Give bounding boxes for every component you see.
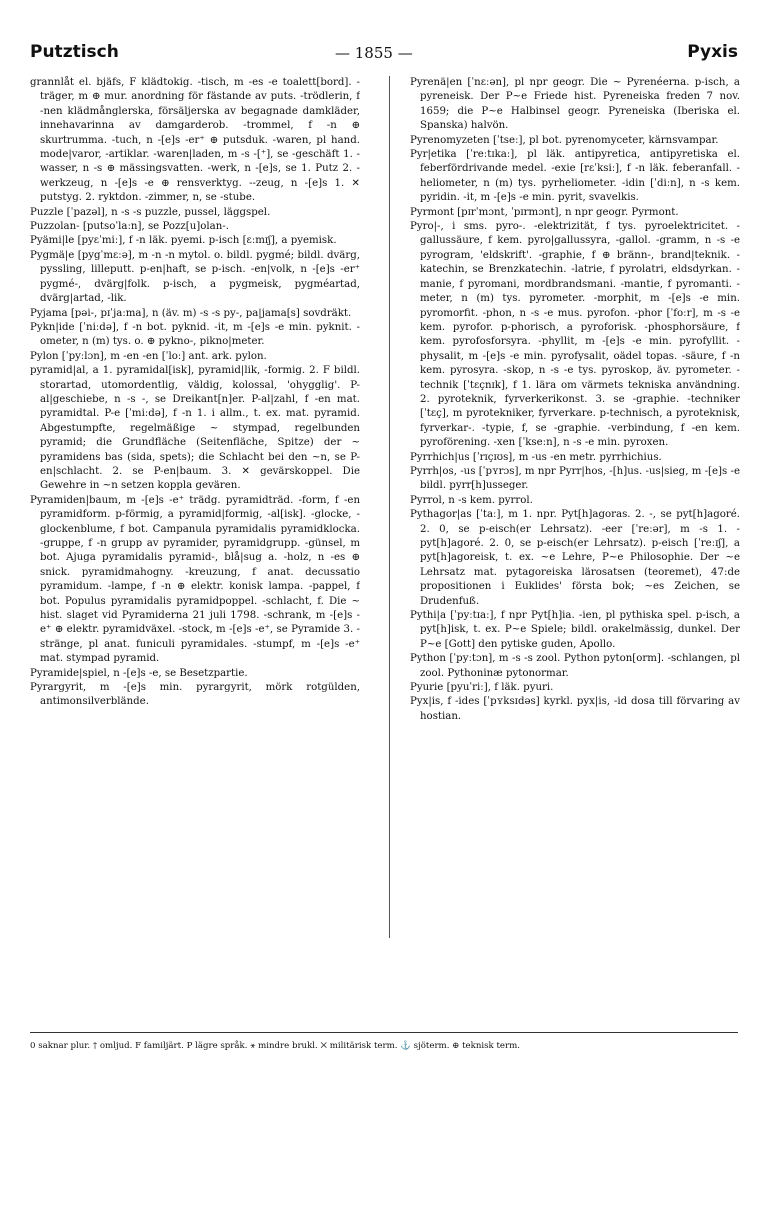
entry: Pyrrh|os, -us [ˈpʏrɔs], m npr Pyrr|hos, -[h]us. -us|sieg, m -[e]s -e bildl. pyrr[h]usseger. <box>410 465 740 492</box>
right-column <box>410 76 740 932</box>
header-last-word: Pyxis <box>687 42 738 62</box>
column-divider <box>389 76 390 938</box>
entry: Pyrargyrit, m -[e]s min. pyrargyrit, mörk rotgülden, antimonsilverblände. <box>30 682 360 708</box>
entry: Pyramide|spiel, n -[e]s -e, se Besetzpartie. <box>30 667 248 679</box>
entry: pyramid|al, a 1. pyramidal[isk], pyramid|lik, -formig. 2. F bildl. storartad, utomordentlig, väldig, kolossal, 'ohygglig'. P-al|geschiebe, n -s -, se Dreikant[n]er. P-al|zahl, f -en mat. pyramidtal. P-e [ˈmiːdə], f -n 1. i allm., t. ex. mat. pyramid. Abgestumpfte, regelmäßige ~ stympad, regelbunden pyramid; die Grundfläche (Seitenfläche, Spitze) der ~ pyramidens bas (sida, spets); die Schlacht bei den ~n, se P-en|schlacht. 2. se P-en|baum. 3. ✕ gevärskoppel. Die Gewehre in ~n setzen koppla gevären. <box>30 365 360 492</box>
left-column <box>30 76 360 932</box>
entry: Pyjama [pəi-, pɪˈjaːma], n (äv. m) -s -s py-, pa|jama[s] sovdräkt. <box>30 307 352 319</box>
abbreviation-legend: 0 saknar plur. † omljud. F familjärt. P lägre språk. ⚹ mindre brukl. ✕ militärisk term. ⚓ sjöterm. ⊕ teknisk term. <box>30 1041 521 1051</box>
entry: Puzzolan- [putsoˈlaːn], se Pozz[u]olan-. <box>30 221 229 233</box>
entry: Pylon [ˈpyːlɔn], m -en -en [ˈloː] ant. ark. pylon. <box>30 350 267 362</box>
footnote-divider <box>30 1032 738 1033</box>
entry: Pyrrhich|us [ˈrɪçɪʊs], m -us -en metr. pyrrhichius. <box>410 451 662 463</box>
page-header <box>30 28 738 68</box>
entry: Pythi|a [ˈpyːtɪaː], f npr Pyt[h]ia. -ien, pl pythiska spel. p-isch, a pyt[h]isk, t. ex. P~e Spiele; bildl. orakelmässig, dunkel. Der P~e [Gott] den pytiske guden, Apollo. <box>410 610 740 650</box>
entry: grannlåt el. bjäfs, F klädtokig. -tisch, m -es -e toalett[bord]. -träger, m ⊕ mur. anordning för fästande av puts. -trödlerin, f -nen klädmånglerska, försäljerska av begagnade damkläder, innehavarinna av damgarderob. -trommel, f -n ⊕ skurtrumma. -tuch, n -[e]s -er⁺ ⊕ putsduk. -waren, pl hand. mode|varor, -artiklar. -waren|laden, m -s -[⁺], se -geschäft 1. -wasser, n -s ⊕ mässingsvatten. -werk, n -[e]s, se 1. Putz 2. -werkzeug, n -[e]s -e ⊕ rensverktyg. --zeug, n -[e]s 1. ✕ putstyg. 2. ryktdon. -zimmer, n, se -stube. <box>30 77 360 204</box>
entry: Pykn|ide [ˈniːdə], f -n bot. pyknid. -it, m -[e]s -e min. pyknit. -ometer, n (m) tys. o. ⊕ pykno-, pikno|meter. <box>30 321 360 348</box>
entry: Pyrmont [pɪrˈmɔnt, ˈpɪrmɔnt], n npr geogr. Pyrmont. <box>410 206 679 218</box>
entry: Pygmä|e [pygˈmɛːə], m -n -n mytol. o. bildl. pygmé; bildl. dvärg, pyssling, lilleputt. p-en|haft, se p-isch. -en|volk, n -[e]s -er⁺ pygmé-, dvärg|folk. p-isch, a pygmeisk, pygméartad, dvärg|artad, -lik. <box>30 249 360 305</box>
entry: Pyämi|le [pyɛˈmiː], f -n läk. pyemi. p-isch [ɛːmɪʃ], a pyemisk. <box>30 235 337 247</box>
entry: Pyrrol, n -s kem. pyrrol. <box>410 494 533 506</box>
entry: Pyx|is, f -ides [ˈpʏksɪdəs] kyrkl. pyx|is, -id dosa till förvaring av hostian. <box>410 696 740 722</box>
entry: Pyramiden|baum, m -[e]s -e⁺ trädg. pyramidträd. -form, f -en pyramidform. p-förmig, a pyramid|formig, -al[isk]. -glocke, -glockenblume, f bot. Campanula pyramidalis pyramidklocka. -gruppe, f -n grupp av pyramider, pyramidgrupp. -günsel, m bot. Ajuga pyramidalis pyramid-, blå|sug a. -holz, n -es ⊕ snick. pyramidmahogny. -kreuzung, f anat. decussatio pyramidum. -lampe, f -n ⊕ elektr. konisk lampa. -pappel, f bot. Populus pyramidalis pyramidpoppel. -schlacht, f. Die ~ hist. slaget vid Pyramiderna 21 juli 1798. -schrank, m -[e]s -e⁺ ⊕ elektr. pyramidväxel. -stock, m -[e]s -e⁺, se Pyramide 3. -stränge, pl anat. funiculi pyramidales. -stumpf, m -[e]s -e⁺ mat. stympad pyramid. <box>30 494 360 665</box>
header-first-word: Putztisch <box>30 42 119 62</box>
entry: Pyurie [pyuˈriː], f läk. pyuri. <box>410 682 554 694</box>
entry: Pyrenä|en [ˈnɛːən], pl npr geogr. Die ~ Pyrenéerna. p-isch, a pyreneisk. Der P~e Friede hist. Pyreneiska freden 7 nov. 1659; die P~e Halbinsel geogr. Pyreneiska (Iberiska el. Spanska) halvön. <box>410 77 740 132</box>
entry: Python [ˈpyːtɔn], m -s -s zool. Python pyton[orm]. -schlangen, pl zool. Pythoninæ pytonormar. <box>410 653 740 679</box>
page-number: — 1855 — <box>335 44 413 62</box>
entry: Pythagor|as [ˈtaː], m 1. npr. Pyt[h]agoras. 2. -, se pyt[h]agoré. 2. 0, se p-eisch(er Lehrsatz). -eer [ˈreːər], m -s 1. - pyt[h]agoré. 2. 0, se p-eisch(er Lehrsatz). p-eisch [ˈreːɪʃ], a pyt[h]agoreisk, t. ex. ~e Lehre, P~e Philosophie. Der ~e Lehrsatz mat. pytagoreiska lärosatsen (teoremet), 47:de propositionen i Euklides' första bok; ~es Zeichen, se Drudenfuß. <box>410 509 740 607</box>
entry: Pyro|-, i sms. pyro-. -elektrizität, f tys. pyroelektricitet. -gallussäure, f kem. pyro|gallussyra, -gallol. -gramm, n -s -e pyrogram, 'eldskrift'. -graphie, f ⊕ bränn-, brand|teknik. -katechin, se Brenzkatechin. -latrie, f pyrolatri, eldsdyrkan. -manie, f pyromani, mordbrandsmani. -mantie, f pyromanti. -meter, n (m) tys. pyrometer. -morphit, m -[e]s -e min. pyromorfit. -phon, n -s -e mus. pyrofon. -phor [ˈfoːr], m -s -e kem. pyrofor. p-phorisch, a pyroforisk. -phosphorsäure, f kem. pyrofosforsyra. -phyllit, m -[e]s -e min. pyrofyllit. -physalit, m -[e]s -e min. pyrofysalit, oädel topas. -säure, f -n kem. pyrosyra. -skop, n -s -e tys. pyroskop, äv. pyrometer. -technik [ˈtɛçnɪk], f 1. lära om värmets tekniska användning. 2. pyroteknik, fyrverkerikonst. 3. se -graphie. -techniker [ˈtɛç], m pyrotekniker, fyrverkare. p-technisch, a pyroteknisk, fyrverkar-. -typie, f, se -graphie. -verbindung, f -en kem. pyroförening. -xen [ˈkseːn], n -s -e min. pyroxen. <box>410 221 740 449</box>
entry: Puzzle [ˈpazəl], n -s -s puzzle, pussel, läggspel. <box>30 206 271 218</box>
entry: Pyr|etika [ˈreːtɪkaː], pl läk. antipyretica, antipyretiska el. feberfördrivande medel. -exie [rɛˈksiː], f -n läk. feberanfall. -heliometer, n (m) tys. pyrheliometer. -idin [ˈdiːn], n -s kem. pyridin. -it, m -[e]s -e min. pyrit, svavelkis. <box>410 149 740 204</box>
entry: Pyrenomyzeten [ˈtseː], pl bot. pyrenomyceter, kärnsvampar. <box>410 134 719 146</box>
